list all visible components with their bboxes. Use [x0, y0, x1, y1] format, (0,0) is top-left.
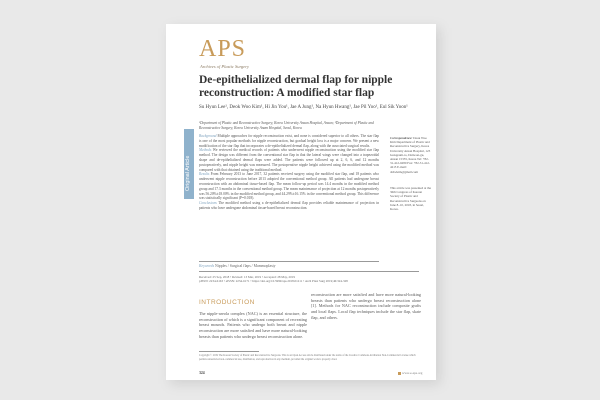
correspondence-text: Deok Woo Kim Department of Plastic and Reconstructive Surgery, Korea University Ansan Hospital, 123 Jeokgeum-ro, Danwon-gu, Ansan 15355, Korea Tel: +82-31-412-6280 Fax: +82-31-412-4215 E-mail: drdwkim@gmail.com	[390, 136, 431, 174]
presented-note: This article was presented at the 36th Congress of Korean Society of Plastic and Reconstructive Surgeons on June 8–10, 2018, in Seoul, Korea.	[390, 186, 431, 212]
abstract-label: Conclusions	[199, 201, 217, 206]
abstract-label: Methods	[199, 148, 212, 153]
abstract-text: From February 2013 to June 2017, 32 patients received surgery using the modified star flap, and 18 patients who underwent nipple reconstruction before 2013 adopted the conventional method group. All patients had undergone breast reconstruction with an abdominal tissue-based flap. The mean follow-up period was 14.4 months in the modified method group and 17.3 months in the conventional method group. The mean maintenance of projection at 12 months postoperatively was 56.20%±18.00% in the modified method group, and 44.29%±16.15% in the conventional method group. This difference was statistically significant (P=0.018).	[199, 172, 380, 201]
keywords-text: Nipples / Surgical flaps / Mammoplasty	[215, 264, 276, 268]
body-column-left: The nipple-areola complex (NAC) is an essential structure, the reconstruction of which is a significant component of recreating breast mounds. Patients who undergo both breast and nipple reconstruction are more satisfied and have more natural-looking breasts than patients who undergo breast reconstruction alone.	[199, 311, 307, 339]
affiliations: ¹Department of Plastic and Reconstructive Surgery, Korea University Ansan Hospital, Ansan; ²Department of Plastic and Reconstructive Surgery, Korea University Anam Hospital, Seoul, Korea	[199, 121, 374, 130]
correspondence-box	[390, 136, 432, 174]
divider	[199, 271, 419, 272]
abstract-text: We reviewed the medical records of patients who underwent nipple reconstruction using the modified star flap method. The design was different from the conventional star flap in that the lateral wings were changed into a trapezoidal shape and de-epithelialized dermal flaps were added. The patients were followed up at 2, 6, 6, and 12 months postoperatively, and nipple height was measured. The postoperative nipple height achieved using the modified method was compared with that obtained using the traditional method.	[199, 148, 379, 172]
abstract-conclusions	[199, 201, 379, 211]
body-column-right: reconstruction are more satisfied and have more natural-looking breasts than patients who undergo breast reconstruction alone [1]. Methods for NAC reconstruction include composite grafts and local flaps. Local flap techniques include the star flap, skate flap, and others.	[311, 292, 421, 320]
section-heading: INTRODUCTION	[199, 299, 255, 306]
journal-name: Archives of Plastic Surgery	[200, 64, 250, 69]
copyright-footnote: Copyright © 2019 The Korean Society of Plastic and Reconstructive Surgeons. This is an Open Access article distributed under the terms of the Creative Commons Attribution Non-Commercial License which permits unrestricted non-commercial use, distribution, and reproduction in any medium, provided the original work is properly cited.	[199, 354, 416, 361]
keywords	[199, 264, 379, 268]
abstract-background	[199, 134, 379, 148]
abstract-text: Multiple approaches for nipple reconstruction exist, and none is considered superior to all others. The star flap is one of the most popular methods for nipple reconstruction, but gradual height loss is a major concern. We present a new modification of the star flap that incorporates a de-epithelialized dermal flap, along with the associated surgical results.	[199, 134, 379, 148]
abstract-results	[199, 172, 379, 201]
article-page	[166, 24, 436, 380]
journal-logo: APS	[199, 36, 247, 62]
abstract-label: Background	[199, 134, 217, 138]
correspondence-label: Correspondence:	[390, 136, 413, 140]
page-number: 324	[199, 371, 205, 375]
abstract-methods	[199, 148, 379, 172]
square-icon	[398, 372, 401, 375]
abstract	[199, 134, 379, 211]
abstract-label: Results	[199, 172, 210, 177]
divider	[199, 261, 379, 262]
article-type-tab	[184, 129, 194, 199]
keywords-label: Keywords	[199, 264, 215, 268]
journal-site-text: www.e-aps.org	[402, 371, 423, 375]
journal-site	[398, 371, 422, 375]
footnote-divider	[199, 351, 259, 352]
article-title: De-epithelialized dermal flap for nipple reconstruction: A modified star flap	[199, 74, 393, 99]
abstract-text: The modified method using a de-epithelialized dermal flap provides reliable maintenance of projection in patients who have undergone abdominal tissue-based breast reconstruction.	[199, 201, 379, 210]
dates-line: pISSN: 2234-6163 • eISSN: 2234-6171 • https://doi.org/10.5999/aps.2018.01211 • Arch Plast Surg 2019;46:324-328	[199, 279, 348, 284]
author-list: Su Hyun Lee¹, Deok Woo Kim¹, Hi Jin You¹, Jae A Jung¹, Na Hyun Hwang¹, Jae Pil Yoo¹, Eul Sik Yoon¹	[199, 105, 408, 110]
dates-line: Received: 25 Sep, 2018 • Revised: 13 Mar, 2019 • Accepted: 28 May, 2019	[199, 275, 295, 279]
article-dates	[199, 275, 419, 284]
article-type-label: Original Article	[185, 155, 191, 191]
